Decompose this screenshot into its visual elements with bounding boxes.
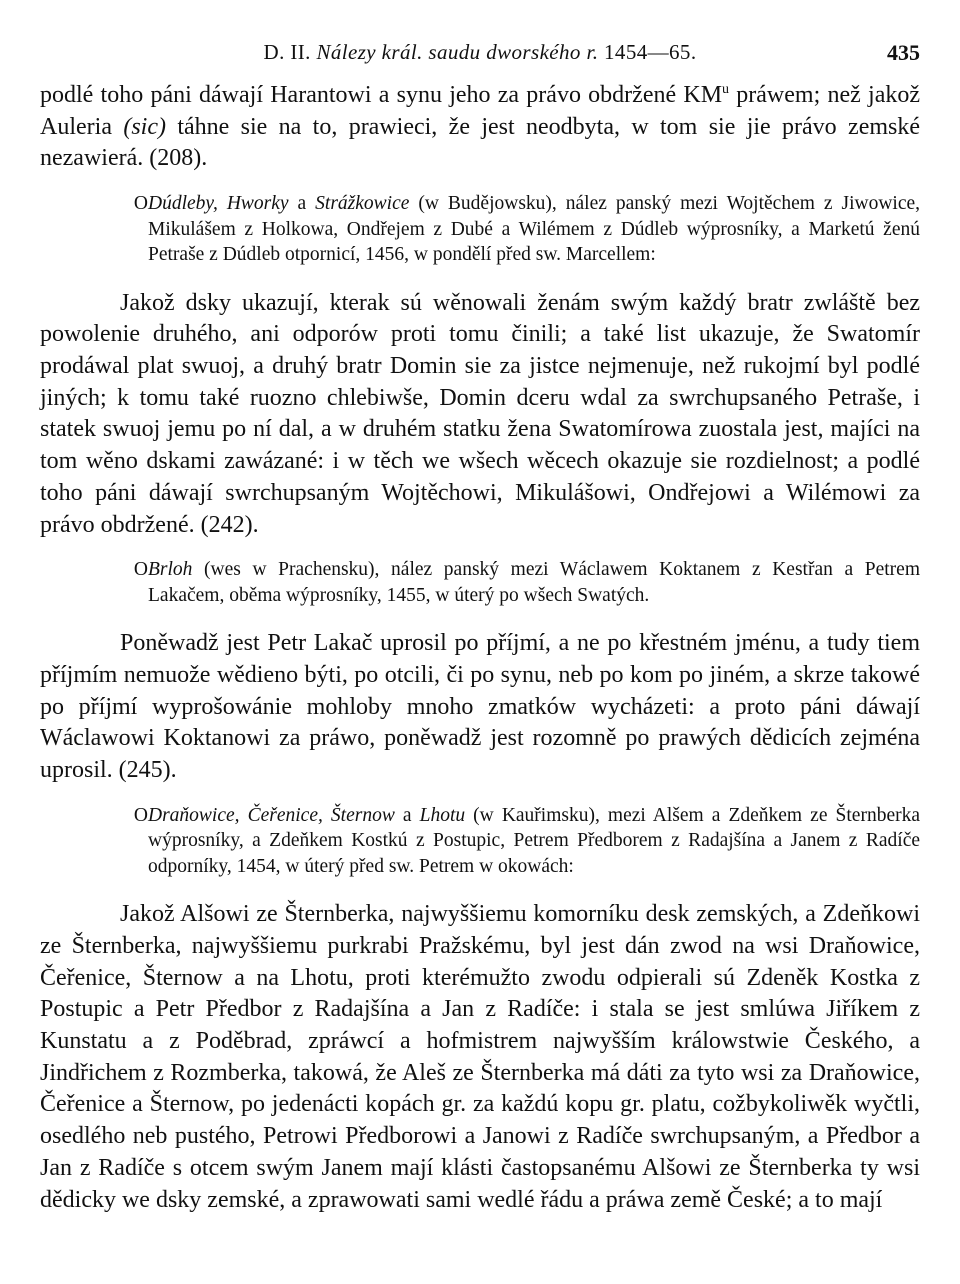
entry-1-heading-rest: (w Budějowsku), nález panský mezi Wojtěchem z Jiwowice, Mikulášem z Holkowa, Ondřejem z Dubé a Wilémem z Dúdleb wýprosníky, a Marketú ženú Petraše z Dúdleb otpornicí, 1456, w pondělí před sw. Marcellem: [148,193,920,266]
intro-text-a: podlé toho páni dáwají Harantowi a synu jeho za právo obdržené KM [40,82,723,108]
entry-1-heading-lead: O [133,193,148,215]
intro-sic: (sic) [123,113,166,140]
intro-superscript: u [722,82,730,97]
entry-2-heading-rest: (wes w Prachensku), nález panský mezi Wáclawem Koktanem z Kestřan a Petrem Lakačem, oběma wýprosníky, 1455, w úterý po wšech Swatých. [148,559,920,606]
running-head [40,40,920,65]
running-head-title: Nálezy král. saudu dworského r. [316,40,599,64]
entry-2-heading [40,557,920,608]
intro-text-b: práwem; než jakož Auleria [40,82,920,140]
entry-2-body: Poněwadž jest Petr Lakač uprosil po příjmí, a ne po křestném jménu, a tudy tiem příjmím nemuože wědieno býti, po otcili, či po synu, neb po kom po jiném, a skrze takowé po příjmí wyprošowánie mohloby mnoho zmatków wycházeti: a proto páni dáwají Wáclawowi Koktanowi za práwo, poněwadž jest rozomně po prawých dědicích zejména uprosil. (245). [40,630,920,784]
page-number: 435 [887,40,920,65]
page-body [40,80,920,1232]
entry-2-heading-lead: O [133,559,148,581]
intro-paragraph [40,80,920,175]
entry-1-heading-place2: Strážkowice [315,193,410,215]
entry-3-heading-rest: (w Kauřimsku), mezi Alšem a Zdeňkem ze Šternberka wýprosníky, a Zdeňkem Kostkú z Postupic, Petrem Předborem z Radajšína a Janem z Radíče odporníky, 1454, w úterý před sw. Petrem w okowách: [148,804,920,877]
entry-3-heading-places: Draňowice, Čeřenice, Šternow [148,804,395,826]
entry-2-heading-place: Brloh [148,559,193,581]
running-head-years: 1454—65. [604,40,697,64]
page-header [40,40,920,70]
entry-3-heading-and: a [394,804,420,826]
entry-3-heading-lead: O [133,804,148,826]
entry-3-heading-place2: Lhotu [419,804,466,826]
entry-1-heading-and: a [288,193,316,215]
entry-1-body: Jakož dsky ukazují, kterak sú wěnowali ženám swým každý bratr zwláště bez powolenie druhého, ani odporów proti tomu činili; a také list ukazuje, že Swatomír prodáwal plat swuoj, a druhý bratr Domin sie za jistce nejmenuje, než rukojmí byl podlé jiných; k tomu také ruozno chlebiwše, Domin dceru wdal za swrchupsaného Petraše, i statek swuoj jemu po ní dal, a w druhém statku žena Swatomírowa zuostala jest, majíci na tom wěno dskami zawázané: i w těch we wšech wěcech okazuje sie rozdielnost; a podlé toho páni dáwají swrchupsaným Wojtěchowi, Mikulášowi, Ondřejowi a Wilémowi za právo obdržené. (242). [40,289,920,538]
entry-3-heading [40,803,920,880]
intro-text-c: táhne sie na to, prawieci, že jest neodbyta, w tom sie jie právo zemské nezawierá. (208). [40,113,921,172]
running-head-prefix: D. II. [263,40,311,64]
entry-3-body: Jakož Alšowi ze Šternberka, najwyššiemu komorníku desk zemských, a Zdeňkowi ze Šternberka, najwyššiemu purkrabi Pražskému, byl jest dán zwod na wsi Draňowice, Čeřenice, Šternow a na Lhotu, proti kterémužto zwodu odpierali sú Zdeněk Kostka z Postupic a Petr Předbor z Radajšína a Jan z Radíče: i stala se jest smlúwa Jiříkem z Kunstatu a z Poděbrad, zpráwcí a hofmistrem najwyšším králowstwie Českého, a Jindřichem z Rozmberka, takowá, že Aleš ze Šternberka má dáti za tyto wsi za Draňowice, Čeřenice a Šternow, po jedenácti kopách gr. za každú kopu gr. platu, cožbykoliwěk wyčtli, osedlého neb pustého, Petrowi Předborowi a Janowi z Radíče swrchupsaným, a Předbor a Jan z Radíče s otcem swým Janem mají klásti častopsanému Alšowi ze Šternberka ty wsi dědicky we dsky zemské, a zprawowati sami wedlé řádu a práwa země České; a to mají [40,901,920,1213]
entry-1-heading-places: Dúdleby, Hworky [148,193,289,215]
entry-1-heading [40,191,920,268]
